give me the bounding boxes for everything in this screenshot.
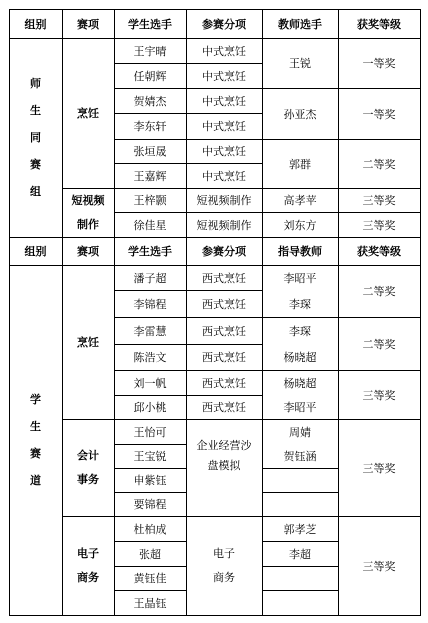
student-name: 徐佳星 <box>133 218 167 232</box>
student-name: 李雷慧 <box>133 324 167 338</box>
sub-item: 短视频制作 <box>196 218 252 232</box>
award-level: 三等奖 <box>362 559 396 573</box>
student-name: 王梓颢 <box>133 194 167 207</box>
event-cooking: 烹饪 <box>77 107 99 120</box>
sub-item: 西式烹饪 <box>202 351 246 364</box>
header-event: 赛项 <box>77 17 99 31</box>
teacher-name: 郭群 <box>289 157 311 171</box>
award-level: 三等奖 <box>362 461 396 475</box>
header-subitem: 参赛分项 <box>202 245 246 258</box>
student-name: 王晶钰 <box>133 596 167 610</box>
award-level: 一等奖 <box>362 107 396 121</box>
header-subitem: 参赛分项 <box>202 17 246 31</box>
sub-item: 中式烹饪 <box>202 94 246 108</box>
line-v <box>420 9 421 616</box>
award-level: 一等奖 <box>362 57 396 70</box>
sub-item: 西式烹饪 <box>202 376 246 390</box>
event-cooking: 烹饪 <box>77 336 99 349</box>
award-level: 二等奖 <box>362 337 396 351</box>
student-name: 贺婧杰 <box>133 94 167 108</box>
header-student: 学生选手 <box>128 245 172 258</box>
sub-item-business-sim: 企业经营沙 盘模拟 <box>196 438 252 472</box>
student-name: 任朝辉 <box>133 69 167 83</box>
event-short-video: 短视频 制作 <box>71 193 105 231</box>
sub-item: 西式烹饪 <box>202 297 246 311</box>
student-name: 张垣晟 <box>133 145 167 158</box>
student-name: 黄钰佳 <box>133 572 167 585</box>
award-level: 三等奖 <box>362 194 396 207</box>
award-level: 三等奖 <box>362 218 396 232</box>
advisor-name: 周婧 <box>289 425 311 439</box>
line-h <box>9 615 420 616</box>
line-h <box>262 468 338 469</box>
advisor-name: 李琛 <box>289 324 311 338</box>
advisor-name: 郭孝芝 <box>283 522 317 536</box>
sub-item: 中式烹饪 <box>202 69 246 83</box>
event-accounting: 会计 事务 <box>77 448 99 486</box>
advisor-name: 贺钰涵 <box>283 450 317 463</box>
student-name: 王宇晴 <box>133 44 167 58</box>
sub-item: 西式烹饪 <box>202 324 246 338</box>
advisor-name: 李超 <box>289 547 311 561</box>
sub-item: 西式烹饪 <box>202 401 246 414</box>
advisor-name: 杨晓超 <box>283 376 317 390</box>
student-name: 要锦程 <box>133 498 167 511</box>
student-name: 潘子超 <box>133 271 167 285</box>
line-h <box>262 590 338 591</box>
header-group: 组别 <box>24 245 47 258</box>
student-name: 申紫钰 <box>133 474 167 487</box>
student-name: 陈浩文 <box>133 351 167 364</box>
teacher-name: 王锐 <box>289 57 311 70</box>
header-award: 获奖等级 <box>357 245 401 258</box>
teacher-name: 孙亚杰 <box>283 107 317 121</box>
student-name: 邱小桃 <box>133 401 167 414</box>
group-teacher-student: 师 生 同 赛 组 <box>30 76 41 198</box>
award-level: 二等奖 <box>362 285 396 298</box>
line-h <box>262 492 338 493</box>
sub-item-ecommerce: 电子 商务 <box>213 546 235 584</box>
sub-item: 西式烹饪 <box>202 271 246 285</box>
teacher-name: 刘东方 <box>283 218 317 232</box>
line-h <box>262 566 338 567</box>
sub-item: 中式烹饪 <box>202 145 246 158</box>
student-name: 李锦程 <box>133 297 167 311</box>
student-name: 杜柏成 <box>133 522 167 536</box>
event-ecommerce: 电子 商务 <box>77 546 99 584</box>
advisor-name: 李昭平 <box>283 401 317 414</box>
award-level: 二等奖 <box>362 157 396 171</box>
advisor-name: 杨晓超 <box>283 351 317 364</box>
header-advisor: 指导教师 <box>278 245 322 258</box>
header-event: 赛项 <box>77 245 99 258</box>
header-group: 组别 <box>24 17 47 31</box>
student-name: 张超 <box>139 547 161 561</box>
header-student: 学生选手 <box>128 17 172 31</box>
student-name: 李东轩 <box>133 120 167 133</box>
advisor-name: 李琛 <box>289 297 311 311</box>
header-teacher: 教师选手 <box>278 17 322 31</box>
student-name: 王怡可 <box>133 425 167 439</box>
student-name: 刘一帆 <box>133 376 167 390</box>
sub-item: 中式烹饪 <box>202 169 246 183</box>
group-student-track: 学 生 赛 道 <box>30 392 41 487</box>
teacher-name: 高孝苹 <box>283 194 317 207</box>
advisor-name: 李昭平 <box>283 271 317 285</box>
sub-item: 中式烹饪 <box>202 120 246 133</box>
sub-item: 短视频制作 <box>196 194 252 207</box>
award-level: 三等奖 <box>362 388 396 402</box>
sub-item: 中式烹饪 <box>202 44 246 58</box>
student-name: 王嘉辉 <box>133 169 167 183</box>
header-award: 获奖等级 <box>357 17 401 31</box>
student-name: 王宝锐 <box>133 450 167 463</box>
